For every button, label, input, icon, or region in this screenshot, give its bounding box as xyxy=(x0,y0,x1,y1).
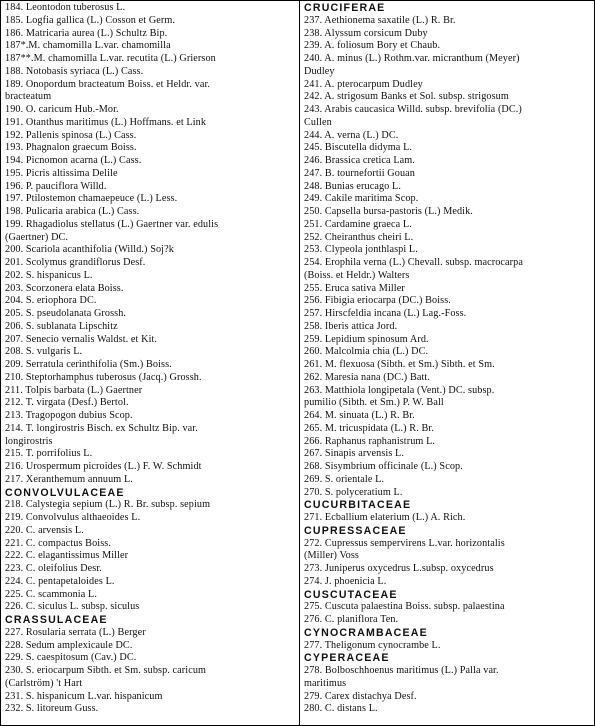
species-entry: 215. T. porrifolius L. xyxy=(5,448,93,460)
species-entry: 253. Clypeola jonthlaspi L. xyxy=(304,244,418,256)
species-entry: 193. Phagnalon graecum Boiss. xyxy=(5,142,137,154)
species-entry: 266. Raphanus raphanistrum L. xyxy=(304,435,436,447)
species-entry: 247. B. tournefortii Gouan xyxy=(304,167,415,179)
species-entry: (Boiss. et Heldr.) Walters xyxy=(304,269,410,281)
species-entry: 221. C. compactus Boiss. xyxy=(5,537,111,549)
left-column xyxy=(1,1,300,725)
species-entry: 264. M. sinuata (L.) R. Br. xyxy=(304,410,415,421)
species-entry: 267. Sinapis arvensis L. xyxy=(304,448,405,460)
species-entry: 203. Scorzonera elata Boiss. xyxy=(5,282,124,294)
species-entry: 209. Serratula cerinthifolia (Sm.) Boiss. xyxy=(5,359,172,370)
species-entry: 208. S. vulgaris L. xyxy=(5,346,83,358)
species-entry: 211. Tolpis barbata (L.) Gaertner xyxy=(5,384,143,396)
family-heading: CRASSULACEAE xyxy=(5,614,108,626)
species-entry: 277. Theligonum cynocrambe L. xyxy=(304,639,441,651)
species-entry: 231. S. hispanicum L.var. hispanicum xyxy=(5,690,163,702)
species-entry: 262. Maresia nana (DC.) Batt. xyxy=(304,371,430,383)
species-entry: 256. Fibigia eriocarpa (DC.) Boiss. xyxy=(304,295,451,307)
species-entry: Dudley xyxy=(304,65,335,77)
species-entry: 255. Eruca sativa Miller xyxy=(304,282,405,294)
species-entry: maritimus xyxy=(304,677,347,689)
species-entry: 204. S. eriophora DC. xyxy=(5,295,97,307)
species-entry: 242. A. strigosum Banks et Sol. subsp. strigosum xyxy=(304,91,509,103)
species-entry: 232. S. litoreum Guss. xyxy=(5,703,99,715)
species-entry: 216. Urospermum picroides (L.) F. W. Schmidt xyxy=(5,461,202,472)
species-entry: 223. C. oleifolius Desr. xyxy=(5,563,102,574)
species-entry: 278. Bolboschhoenus maritimus (L.) Palla var. xyxy=(304,665,499,676)
species-entry: 200. Scariola acanthifolia (Willd.) Soj?k xyxy=(5,244,174,256)
species-entry: 250. Capsella bursa-pastoris (L.) Medik. xyxy=(304,206,473,217)
species-entry: 190. O. caricum Hub.-Mor. xyxy=(5,104,119,115)
species-entry: 275. Cuscuta palaestina Boiss. subsp. palaestina xyxy=(304,601,505,613)
species-entry: 237. Aethionema saxatile (L.) R. Br. xyxy=(304,14,456,26)
species-entry: 263. Matthiola longipetala (Vent.) DC. subsp. xyxy=(304,384,495,396)
species-entry: 210. Steptorhamphus tuberosus (Jacq.) Grossh. xyxy=(5,371,202,383)
family-heading: CUSCUTACEAE xyxy=(304,588,398,601)
species-entry: 195. Picris altissima Delile xyxy=(5,167,118,179)
species-entry: 186. Matricaria aurea (L.) Schultz Bip. xyxy=(5,27,168,39)
family-heading: CUCURBITACEAE xyxy=(304,499,412,512)
species-entry: 238. Alyssum corsicum Duby xyxy=(304,27,428,39)
species-entry: 276. C. planiflora Ten. xyxy=(304,614,399,625)
species-entry: 271. Ecballium elaterium (L.) A. Rich. xyxy=(304,512,466,523)
species-entry: 188. Notobasis syriaca (L.) Cass. xyxy=(5,65,144,77)
species-entry: 261. M. flexuosa (Sibth. et Sm.) Sibth. et Sm. xyxy=(304,359,495,370)
family-heading: CONVOLVULACEAE xyxy=(5,486,125,499)
species-entry: 239. A. foliosum Bory et Chaub. xyxy=(304,40,441,52)
species-entry: 270. S. polyceratium L. xyxy=(304,486,403,498)
species-entry: 198. Pulicaria arabica (L.) Cass. xyxy=(5,206,140,217)
species-entry: 229. S. caespitosum (Cav.) DC. xyxy=(5,652,137,664)
species-entry: 220. C. arvensis L. xyxy=(5,524,84,536)
family-heading: CRUCIFERAE xyxy=(304,2,386,14)
species-entry: 241. A. pterocarpum Dudley xyxy=(304,78,423,90)
species-entry: 192. Pallenis spinosa (L.) Cass. xyxy=(5,129,137,141)
species-entry: (Carlström) 't Hart xyxy=(5,677,83,689)
species-entry: 248. Bunias erucago L. xyxy=(304,180,401,192)
species-entry: 226. C. siculus L. subsp. siculus xyxy=(5,601,140,613)
family-heading: CYPERACEAE xyxy=(304,652,390,665)
species-entry: 268. Sisymbrium officinale (L.) Scop. xyxy=(304,461,463,472)
species-entry: 191. Otanthus maritimus (L.) Hoffmans. et Link xyxy=(5,116,207,128)
species-entry: 245. Biscutella didyma L. xyxy=(304,142,413,154)
species-entry: longirostris xyxy=(5,435,53,447)
species-entry: 227. Rosularia serrata (L.) Berger xyxy=(5,626,146,638)
species-entry: Cullen xyxy=(304,116,332,128)
species-entry: 225. C. scammonia L. xyxy=(5,588,97,600)
species-entry: 187**.M. chamomilla L.var. recutita (L.) Grierson xyxy=(5,53,216,64)
species-entry: 244. A. verna (L.) DC. xyxy=(304,129,399,141)
species-entry: 214. T. longirostris Bisch. ex Schultz Bip. var. xyxy=(5,422,198,434)
species-entry: 217. Xeranthemum annuum L. xyxy=(5,473,133,485)
species-entry: 274. J. phoenicia L. xyxy=(304,575,387,587)
species-entry: 199. Rhagadiolus stellatus (L.) Gaertner var. edulis xyxy=(5,218,219,230)
right-column xyxy=(300,1,594,725)
species-entry: 273. Juniperus oxycedrus L.subsp. oxycedrus xyxy=(304,563,494,574)
species-entry: 230. S. eriocarpum Sibth. et Sm. subsp. caricum xyxy=(5,665,207,676)
species-entry: (Gaertner) DC. xyxy=(5,231,69,243)
species-entry: 197. Ptilostemon chamaepeuce (L.) Less. xyxy=(5,193,178,205)
species-entry: 224. C. pentapetaloides L. xyxy=(5,575,115,587)
species-entry: 252. Cheiranthus cheiri L. xyxy=(304,231,414,243)
species-entry: (Miller) Voss xyxy=(304,550,359,562)
species-entry: 189. Onopordum bracteatum Boiss. et Heldr. var. xyxy=(5,78,211,90)
species-entry: 218. Calystegia sepium (L.) R. Br. subsp. sepium xyxy=(5,499,211,511)
species-entry: 251. Cardamine graeca L. xyxy=(304,218,412,230)
species-entry: 206. S. sublanata Lipschitz xyxy=(5,320,118,332)
species-entry: 280. C. distans L. xyxy=(304,703,378,715)
species-entry: bracteatum xyxy=(5,91,52,103)
species-entry: 185. Logfia gallica (L.) Cosson et Germ. xyxy=(5,14,176,26)
species-entry: 228. Sedum amplexicaule DC. xyxy=(5,639,133,651)
family-heading: CUPRESSACEAE xyxy=(304,524,407,537)
species-entry: 265. M. tricuspidata (L.) R. Br. xyxy=(304,422,434,434)
species-entry: 201. Scolymus grandiflorus Desf. xyxy=(5,257,146,268)
species-entry: 240. A. minus (L.) Rothm.var. micranthum (Meyer) xyxy=(304,53,520,64)
family-heading: CYNOCRAMBACEAE xyxy=(304,626,428,639)
species-entry: 187*.M. chamomilla L.var. chamomilla xyxy=(5,40,171,52)
species-entry: 202. S. hispanicus L. xyxy=(5,269,93,281)
species-entry: 212. T. virgata (Desf.) Bertol. xyxy=(5,397,129,409)
species-entry: 279. Carex distachya Desf. xyxy=(304,690,417,702)
species-entry: 184. Leontodon tuberosus L. xyxy=(5,2,126,13)
species-entry: 249. Cakile maritima Scop. xyxy=(304,193,419,205)
species-entry: 259. Lepidium spinosum Ard. xyxy=(304,333,429,345)
species-entry: 257. Hirscfeldia incana (L.) Lag.-Foss. xyxy=(304,308,467,319)
species-entry: 207. Senecio vernalis Waldst. et Kit. xyxy=(5,333,158,345)
species-entry: 246. Brassica cretica Lam. xyxy=(304,155,415,166)
species-entry: 243. Arabis caucasica Willd. subsp. brevifolia (DC.) xyxy=(304,104,522,115)
species-entry: pumilio (Sibth. et Sm.) P. W. Ball xyxy=(304,397,444,409)
species-entry: 194. Picnomon acarna (L.) Cass. xyxy=(5,155,142,166)
species-entry: 205. S. pseudolanata Grossh. xyxy=(5,308,127,319)
species-entry: 219. Convolvulus althaeoides L. xyxy=(5,512,141,523)
species-entry: 269. S. orientale L. xyxy=(304,473,385,485)
species-entry: 222. C. elagantissimus Miller xyxy=(5,550,129,562)
species-entry: 254. Erophila verna (L.) Chevall. subsp. macrocarpa xyxy=(304,257,523,268)
species-entry: 213. Tragopogon dubius Scop. xyxy=(5,410,133,421)
species-entry: 260. Malcolmia chia (L.) DC. xyxy=(304,346,429,358)
species-entry: 196. P. pauciflora Willd. xyxy=(5,180,107,192)
species-entry: 258. Iberis attica Jord. xyxy=(304,320,398,332)
species-entry: 272. Cupressus sempervirens L.var. horizontalis xyxy=(304,537,505,549)
